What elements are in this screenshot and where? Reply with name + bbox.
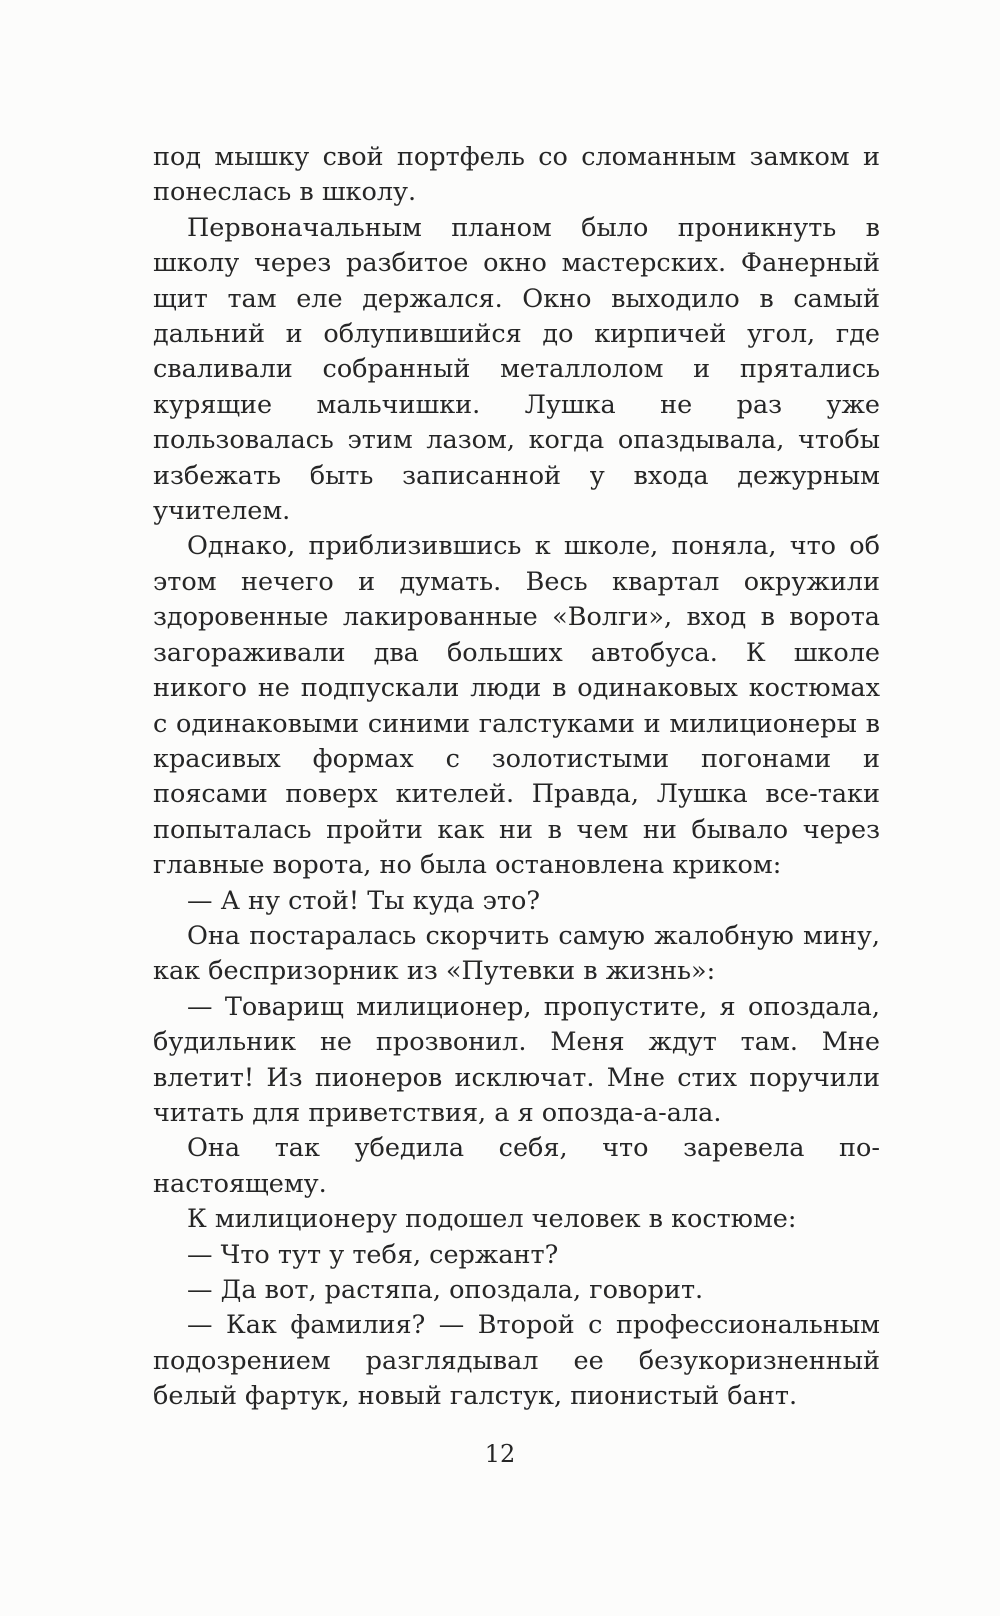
body-text xyxy=(153,140,880,1415)
dialogue-line: — А ну стой! Ты куда это? xyxy=(187,885,540,916)
dialogue-line: — Да вот, растяпа, опоздала, говорит. xyxy=(187,1275,704,1305)
paragraph: Первоначальным планом было проникнуть в школу через разбитое окно мастерских. Фанерный щит там еле держался. Окно выходило в самый дальний и облупившийся до кирпичей угол, где сваливали собранный металлолом и прятались курящие мальчишки. Лушка не раз уже пользовалась этим лазом, когда опаздывала, чтобы избежать быть записанной у входа дежурным учителем. xyxy=(153,212,880,527)
paragraph: Она постаралась скорчить самую жалобную мину, как беспризорник из «Путевки в жизнь»: xyxy=(153,920,880,987)
dialogue-line: — Товарищ милиционер, пропустите, я опоздала, будильник не прозвонил. Меня ждут там. Мне влетит! Из пионеров исключат. Мне стих поручили читать для приветствия, а я опозда-а-ала. xyxy=(153,991,880,1128)
page-number: 12 xyxy=(484,1440,516,1468)
paragraph: Однако, приблизившись к школе, поняла, что об этом нечего и думать. Весь квартал окружили здоровенные лакированные «Волги», вход в ворота загораживали два больших автобуса. К школе никого не подпускали люди в одинаковых костюмах с одинаковыми синими галстуками и милиционеры в красивых формах с золотистыми погонами и поясами поверх кителей. Правда, Лушка все-таки попыталась пройти как ни в чем ни бывало через главные ворота, но была остановлена криком: xyxy=(153,531,880,881)
paragraph: под мышку свой портфель со сломанным замком и понеслась в школу. xyxy=(153,142,880,208)
dialogue-line: — Что тут у тебя, сержант? xyxy=(187,1239,559,1270)
dialogue-line: — Как фамилия? — Второй с профессиональным подозрением разглядывал ее безукоризненный белый фартук, новый галстук, пионистый бант. xyxy=(153,1310,880,1412)
paragraph: К милиционеру подошел человек в костюме: xyxy=(187,1204,797,1235)
paragraph: Она так убедила себя, что заревела по-настоящему. xyxy=(153,1133,880,1199)
